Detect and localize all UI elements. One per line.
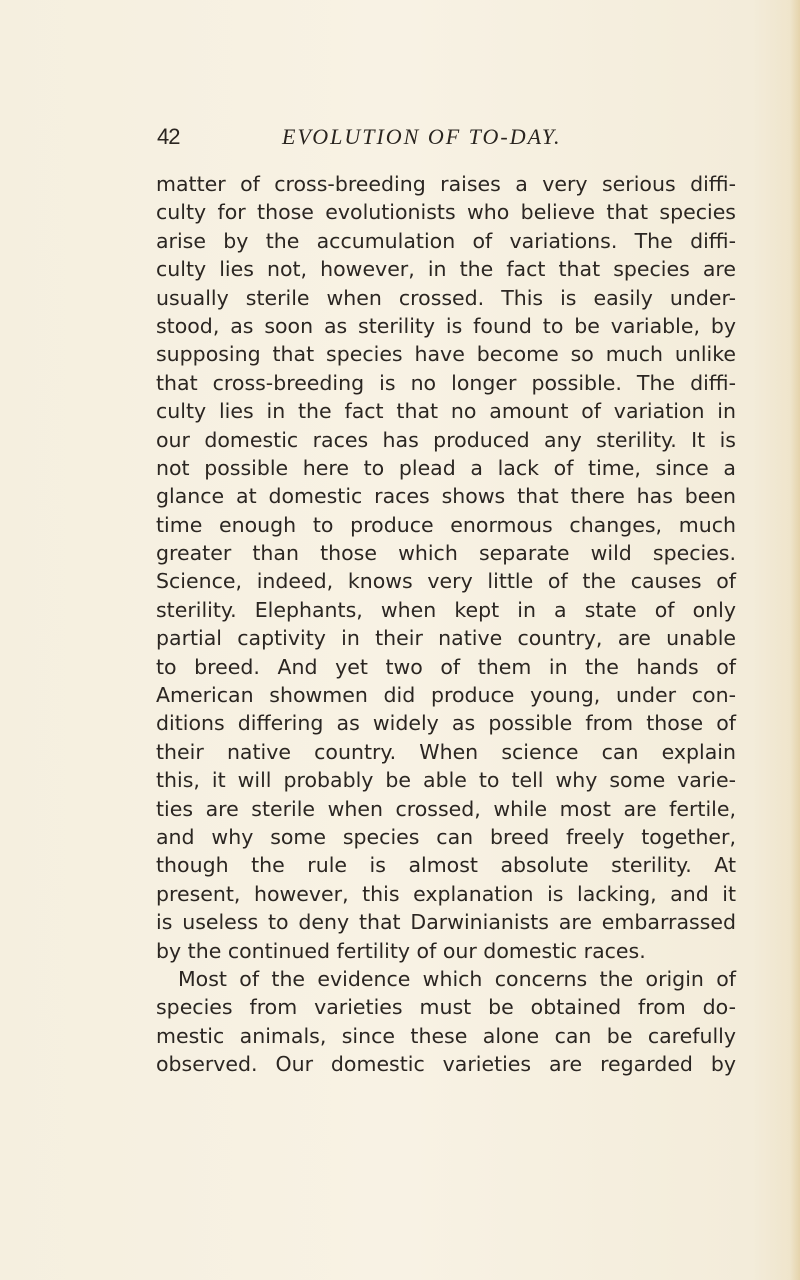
text-line: ditions differing as widely as possible from those of — [156, 711, 736, 736]
text-line: American showmen did produce young, under con- — [156, 683, 736, 708]
text-line: ties are sterile when crossed, while most are fertile, — [156, 796, 736, 821]
text-line: by the continued fertility of our domestic races. — [156, 938, 646, 963]
page-edge-shadow — [790, 0, 800, 1280]
text-line: this, it will probably be able to tell why some varie- — [156, 768, 736, 793]
text-line: to breed. And yet two of them in the hands of — [156, 654, 736, 679]
text-line: culty lies in the fact that no amount of variation in — [156, 399, 736, 424]
text-line: present, however, this explanation is lacking, and it — [156, 881, 736, 906]
text-line: arise by the accumulation of variations. The diffi- — [156, 228, 736, 253]
text-line: culty for those evolutionists who believe that species — [156, 200, 736, 225]
page-number: 42 — [157, 124, 180, 149]
text-line: though the rule is almost absolute sterility. At — [156, 853, 736, 878]
text-line: our domestic races has produced any sterility. It is — [156, 427, 736, 452]
text-line: Science, indeed, knows very little of the causes of — [156, 569, 736, 594]
text-line: not possible here to plead a lack of time, since a — [156, 455, 736, 480]
text-line: is useless to deny that Darwinianists are embarrassed — [156, 910, 736, 935]
text-line: culty lies not, however, in the fact that species are — [156, 257, 736, 282]
text-line: observed. Our domestic varieties are regarded by — [156, 1052, 736, 1077]
text-line: species from varieties must be obtained from do- — [156, 995, 736, 1020]
text-line: greater than those which separate wild species. — [156, 541, 736, 566]
text-line: usually sterile when crossed. This is easily under- — [156, 285, 736, 310]
text-line: their native country. When science can explain — [156, 739, 736, 764]
text-line: matter of cross-breeding raises a very serious diffi- — [156, 172, 736, 196]
text-line: sterility. Elephants, when kept in a state of only — [156, 597, 736, 622]
text-line: supposing that species have become so much unlike — [156, 342, 736, 367]
text-line: Most of the evidence which concerns the origin of — [178, 966, 736, 991]
body-text — [156, 170, 736, 1079]
text-line: mestic animals, since these alone can be carefully — [156, 1023, 736, 1048]
text-line: time enough to produce enormous changes, much — [156, 512, 736, 537]
text-line: and why some species can breed freely together, — [156, 824, 736, 849]
text-line: glance at domestic races shows that there has been — [156, 484, 736, 509]
running-head — [0, 122, 800, 152]
text-line: that cross-breeding is no longer possible. The diffi- — [156, 370, 736, 395]
text-line: partial captivity in their native country, are unable — [156, 626, 736, 651]
text-line: stood, as soon as sterility is found to be variable, by — [156, 313, 736, 338]
running-title: EVOLUTION OF TO-DAY. — [282, 124, 562, 149]
